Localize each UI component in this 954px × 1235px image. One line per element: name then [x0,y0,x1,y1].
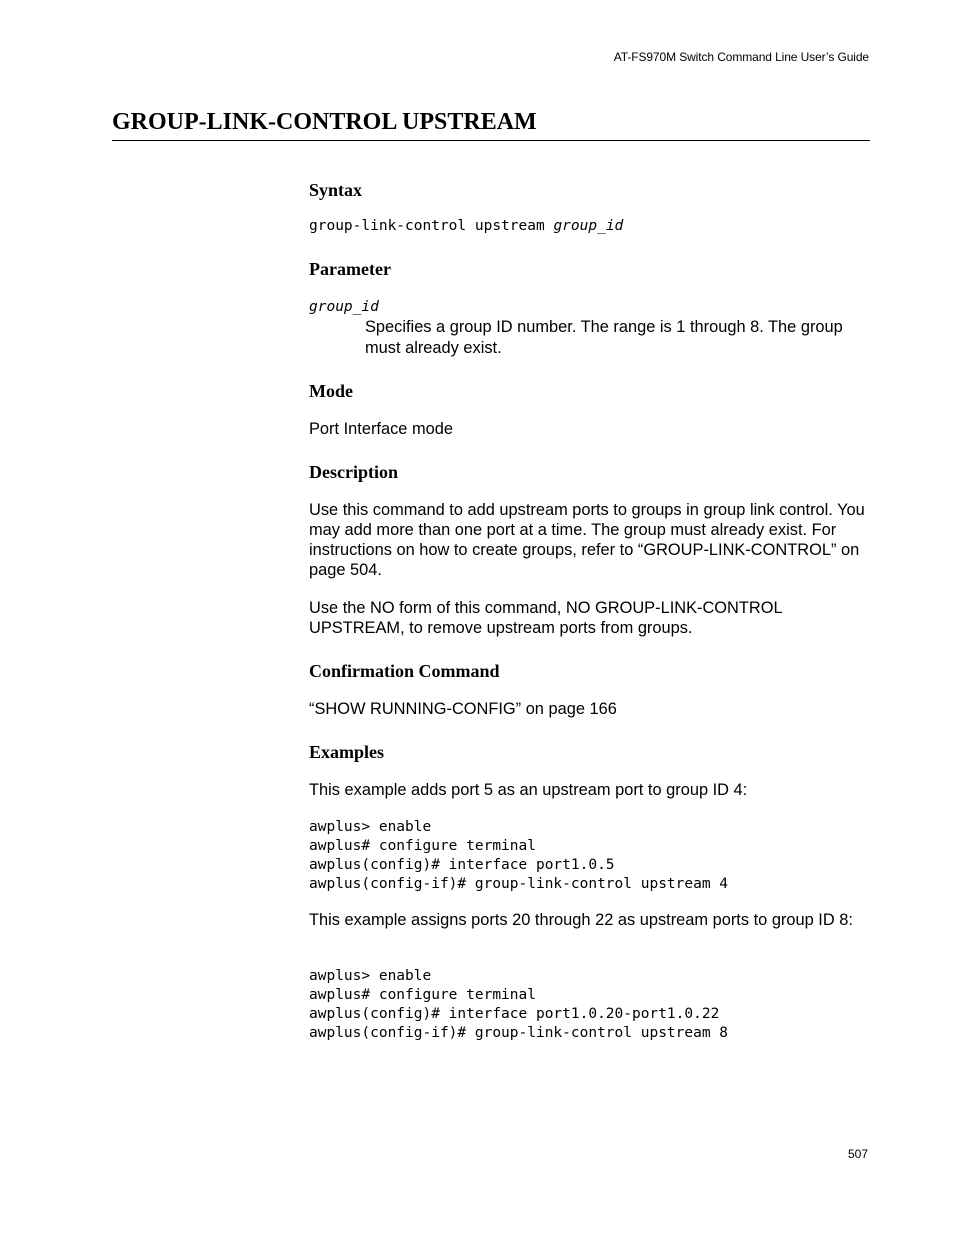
title-rule [112,140,870,141]
syntax-argument: group_id [553,218,624,234]
syntax-heading: Syntax [309,180,363,200]
description-paragraph-2: Use the NO form of this command, NO GROUP-LINK-CONTROL UPSTREAM, to remove upstream ports from groups. [309,599,782,637]
syntax-command [309,217,623,236]
confirmation-heading: Confirmation Command [309,661,500,681]
running-header: AT-FS970M Switch Command Line User’s Guide [613,50,869,64]
parameter-description: Specifies a group ID number. The range is 1 through 8. The group must already exist. [365,318,843,357]
page-number: 507 [847,1147,868,1161]
page-title: GROUP-LINK-CONTROL UPSTREAM [112,109,537,135]
parameter-name: group_id [309,299,379,315]
example-2-intro: This example assigns ports 20 through 22 as upstream ports to group ID 8: [309,911,853,929]
mode-heading: Mode [309,381,353,401]
description-paragraph-1: Use this command to add upstream ports to groups in group link control. You may add more than one port at a time. The group must already exist. For instructions on how to create groups, refer to “GROUP-LINK-CONTROL” on page 504. [309,501,865,579]
parameter-heading: Parameter [309,259,391,279]
mode-text: Port Interface mode [309,420,453,438]
examples-heading: Examples [309,742,385,762]
description-heading: Description [309,462,398,482]
example-1-intro: This example adds port 5 as an upstream port to group ID 4: [309,781,748,799]
example-1-code: awplus> enable awplus# configure terminal awplus(config)# interface port1.0.5 awplus(config-if)# group-link-control upstream 4 [309,819,729,892]
confirmation-text: “SHOW RUNNING-CONFIG” on page 166 [309,700,617,718]
example-2-code: awplus> enable awplus# configure terminal awplus(config)# interface port1.0.20-port1.0.22 awplus(config-if)# group-link-control upstream 8 [309,968,729,1041]
syntax-command-text: group-link-control upstream [309,218,554,234]
